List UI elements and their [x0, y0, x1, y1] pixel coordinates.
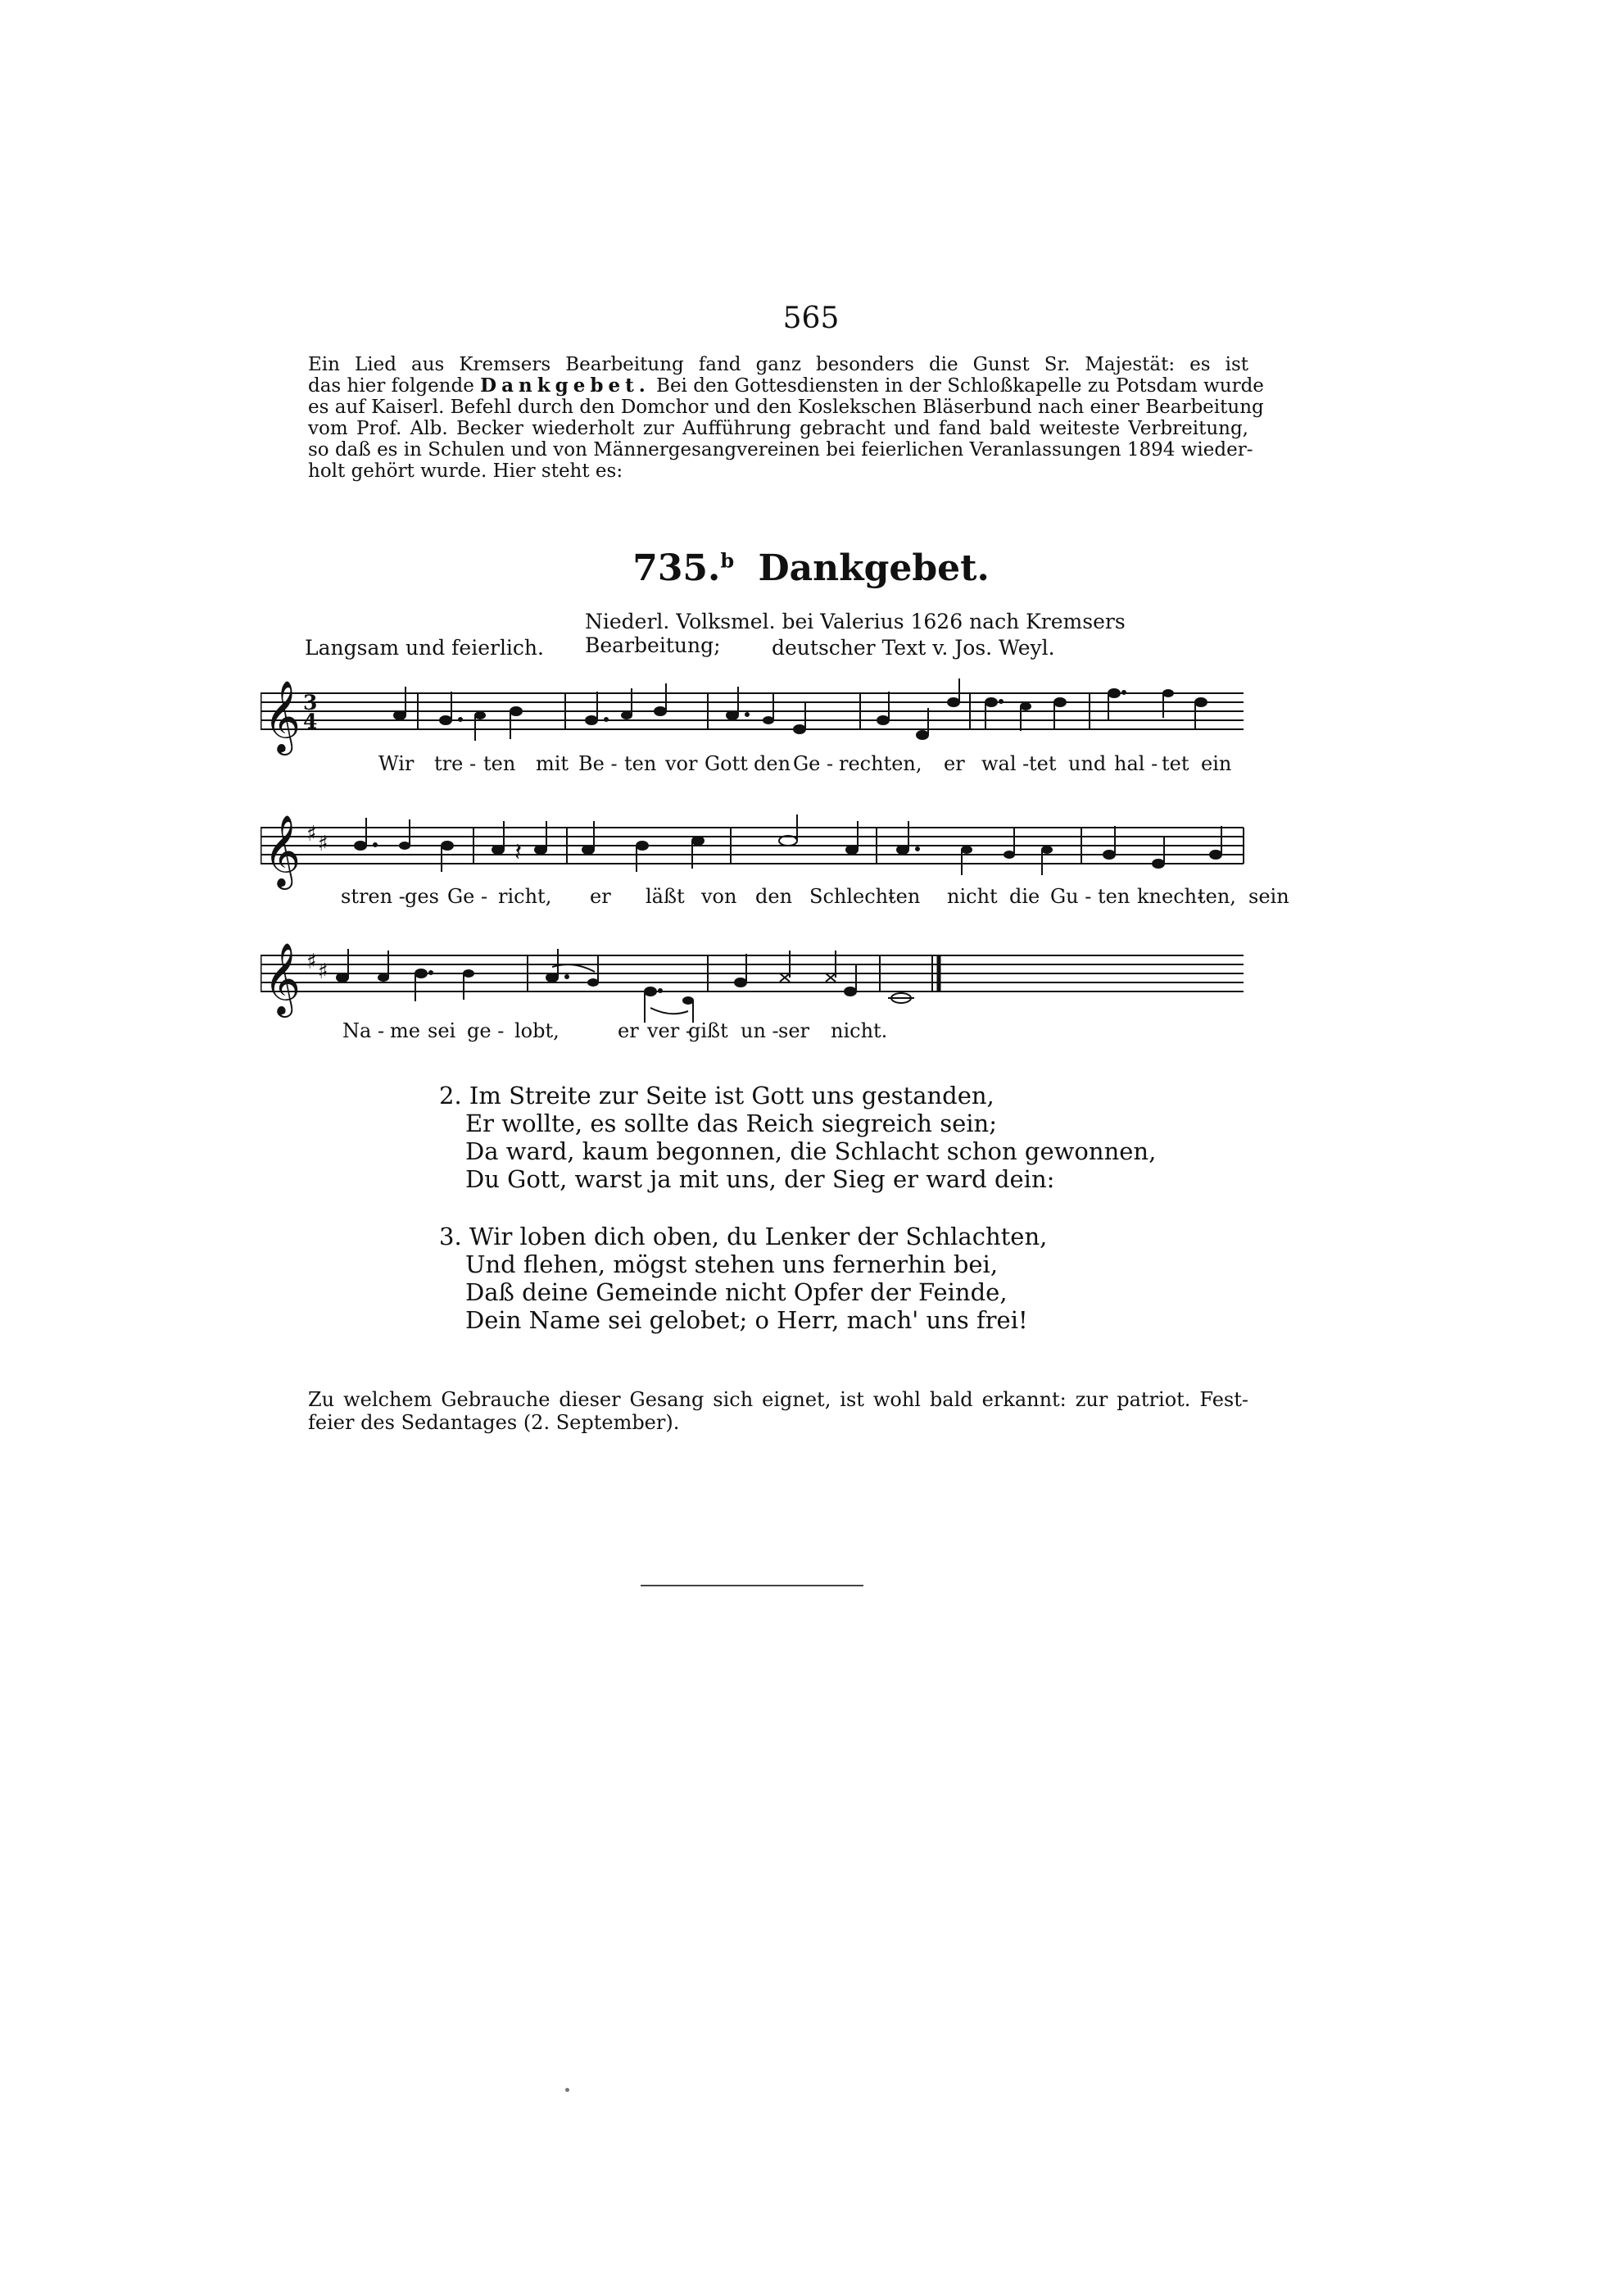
verse-text: Wir loben dich oben, du Lenker der Schlachten, [469, 1223, 1048, 1250]
syllable: ten [624, 752, 657, 775]
lyrics-line-2 [341, 885, 1289, 908]
syllable: hal - [1114, 752, 1158, 775]
syllable: Gu - [1050, 885, 1092, 908]
intro-emphasis: Dankgebet. [480, 374, 650, 397]
syllable: den [755, 885, 793, 908]
syllable: nicht [947, 885, 998, 908]
syllable: tet [1029, 752, 1057, 775]
intro-line: vom Prof. Alb. Becker wiederholt zur Aufführung gebracht und fand bald weiteste Verbreitung, [308, 418, 1248, 439]
syllable: Gott [705, 752, 748, 775]
syllable: mit [536, 752, 569, 775]
syllable: Ge - [447, 885, 488, 908]
stanza-line: Er wollte, es sollte das Reich siegreich sein; [465, 1109, 997, 1137]
syllable: stren - [341, 885, 406, 908]
verse-text: Im Streite zur Seite ist Gott uns gestanden, [469, 1082, 994, 1109]
intro-line: so daß es in Schulen und von Männergesangvereinen bei feierlichen Veranlassungen 1894 wieder- [308, 439, 1253, 461]
syllable: läßt [646, 885, 685, 908]
page-speck [565, 2088, 569, 2092]
slurs [552, 964, 688, 1014]
syllable: ver - [647, 1019, 692, 1042]
sharp-icon: ♯ [318, 832, 328, 856]
syllable: nicht. [831, 1019, 888, 1042]
syllable: wal - [981, 752, 1030, 775]
music-staff-3 [261, 939, 1252, 1031]
syllable: ein [1201, 752, 1232, 775]
stanza-line: Du Gott, warst ja mit uns, der Sieg er ward dein: [465, 1165, 1055, 1193]
stanza-number: 2. [439, 1082, 462, 1109]
text-attribution: deutscher Text v. Jos. Weyl. [772, 636, 1055, 660]
syllable: Na - [342, 1019, 385, 1042]
syllable: Schlech- [809, 885, 895, 908]
stanza-number: 3. [439, 1223, 462, 1250]
intro-line: es auf Kaiserl. Befehl durch den Domchor und den Koslekschen Bläserbund nach einer Bearbeitung [308, 397, 1264, 418]
syllable: den [754, 752, 791, 775]
syllable: un - [741, 1019, 779, 1042]
stanza-line: Da ward, kaum begonnen, die Schlacht schon gewonnen, [465, 1137, 1157, 1165]
syllable: me [390, 1019, 420, 1042]
hymn-number-suffix: b [720, 548, 735, 573]
stanza-line: Daß deine Gemeinde nicht Opfer der Feinde, [465, 1278, 1008, 1306]
stanza-3 [439, 1223, 1047, 1334]
treble-clef-icon: 𝄞 [264, 679, 301, 752]
syllable: ge - [467, 1019, 505, 1042]
hymn-number: 735. [632, 547, 721, 589]
syllable: ges [405, 885, 439, 908]
syllable: er [590, 885, 611, 908]
notes [337, 949, 914, 1023]
section-divider [641, 1585, 863, 1586]
lyrics-line-1 [378, 752, 1234, 775]
intro-paragraph [308, 354, 1264, 482]
lyrics-line-3 [342, 1019, 888, 1042]
syllable: tre - [434, 752, 477, 775]
syllable: lobt, [514, 1019, 560, 1042]
syllable: er [944, 752, 965, 775]
sharp-icon: ♯ [306, 822, 317, 846]
syllable: ten, [1198, 885, 1236, 908]
sharp-icon: ♯ [318, 960, 328, 984]
stanza-line: Und flehen, mögst stehen uns fernerhin bei, [465, 1250, 999, 1278]
closing-note [308, 1388, 1248, 1434]
syllable: und [1068, 752, 1107, 775]
hymn-title: Dankgebet. [758, 547, 990, 589]
time-signature-bottom: 4 [303, 710, 318, 733]
intro-text: das hier folgende [308, 375, 474, 397]
syllable: die [1009, 885, 1040, 908]
syllable: tet [1162, 752, 1189, 775]
syllable: er [618, 1019, 639, 1042]
note-line: feier des Sedantages (2. September). [308, 1411, 680, 1434]
treble-clef-icon: 𝄞 [264, 942, 301, 1014]
syllable: Ge - [793, 752, 834, 775]
time-signature-top: 3 [303, 691, 318, 715]
stanza-line [439, 1082, 1156, 1109]
music-staff-2 [261, 811, 1252, 893]
syllable: sei [428, 1019, 456, 1042]
music-staff-1 [261, 677, 1252, 759]
sharp-icon: ♯ [306, 950, 317, 974]
notes [394, 678, 1207, 741]
intro-line: Ein Lied aus Kremsers Bearbeitung fand ganz besonders die Gunst Sr. Majestät: es ist [308, 354, 1248, 375]
tempo-marking: Langsam und feierlich. [305, 636, 544, 660]
intro-line [308, 374, 1264, 397]
hymn-heading [0, 547, 1622, 589]
treble-clef-icon: 𝄞 [264, 814, 301, 887]
syllable: rechten, [839, 752, 922, 775]
syllable: ser [778, 1019, 809, 1042]
syllable: ten [483, 752, 516, 775]
syllable: ten [1098, 885, 1130, 908]
intro-text: Bei den Gottesdiensten in der Schloßkapelle zu Potsdam wurde [656, 375, 1264, 397]
intro-line: holt gehört wurde. Hier steht es: [308, 461, 623, 482]
stanza-2 [439, 1082, 1156, 1193]
note-line: Zu welchem Gebrauche dieser Gesang sich eignet, ist wohl bald erkannt: zur patriot. Fest- [308, 1388, 1248, 1411]
stanza-line: Dein Name sei gelobet; o Herr, mach' uns frei! [465, 1306, 1028, 1334]
syllable: richt, [498, 885, 552, 908]
syllable: gißt [688, 1019, 728, 1042]
syllable: ten [888, 885, 921, 908]
source-attribution: Niederl. Volksmel. bei Valerius 1626 nach Kremsers Bearbeitung; [585, 610, 1126, 657]
syllable: Wir [378, 752, 415, 775]
staff-lines [261, 693, 1244, 729]
syllable: von [701, 885, 737, 908]
staff-lines [261, 955, 1244, 991]
quarter-rest-icon: 𝄽 [514, 838, 523, 867]
syllable: vor [665, 752, 698, 775]
stanza-line [439, 1223, 1047, 1250]
syllable: sein [1248, 885, 1289, 908]
syllable: Be - [578, 752, 618, 775]
syllable: knech- [1137, 885, 1204, 908]
page-number: 565 [782, 302, 840, 335]
